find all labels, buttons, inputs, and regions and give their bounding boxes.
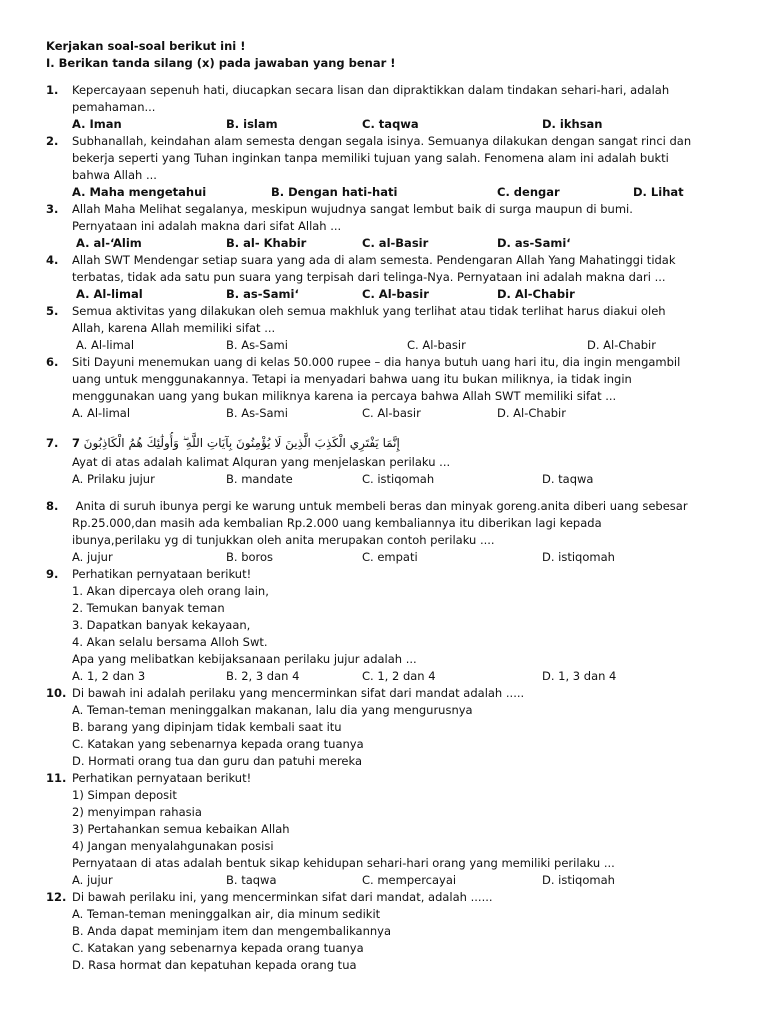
question-text: Perhatikan pernyataan berikut! <box>72 567 252 581</box>
question-number: 2. <box>46 134 59 148</box>
option-b[interactable]: B. Anda dapat meminjam item dan mengembalikannya <box>72 924 392 938</box>
option-c[interactable]: C. Al-basir <box>362 287 429 301</box>
option-b[interactable]: B. Dengan hati-hati <box>271 185 398 199</box>
option-c[interactable]: C. Katakan yang sebenarnya kepada orang tuanya <box>72 941 364 955</box>
question-text: Apa yang melibatkan kebijaksanaan perilaku jujur adalah ... <box>72 652 417 666</box>
question-text: Kepercayaan sepenuh hati, diucapkan secara lisan dan dipraktikkan dalam tindakan sehari-hari, adalah <box>72 83 670 97</box>
answer-options <box>72 337 726 354</box>
question-text: ibunya,perilaku yg di tunjukkan oleh anita merupakan contoh perilaku .... <box>72 533 495 547</box>
statement-item: 3) Pertahankan semua kebaikan Allah <box>72 822 290 836</box>
option-b[interactable]: B. As-Sami <box>226 406 288 420</box>
question-text: Di bawah perilaku ini, yang mencerminkan sifat dari mandat, adalah ...... <box>72 890 493 904</box>
question-text: bahwa Allah ... <box>72 168 157 182</box>
answer-options <box>72 116 726 133</box>
question-number: 7. <box>46 436 59 450</box>
option-a[interactable]: A. Prilaku jujur <box>72 472 155 486</box>
option-b[interactable]: B. taqwa <box>226 873 277 887</box>
question-text: Subhanallah, keindahan alam semesta dengan segala isinya. Semuanya dilakukan dengan sangat rinci dan <box>72 134 692 148</box>
option-d[interactable]: D. Hormati orang tua dan guru dan patuhi mereka <box>72 754 362 768</box>
option-c[interactable]: C. al-Basir <box>362 236 429 250</box>
option-d[interactable]: D. Lihat <box>633 185 684 199</box>
question-number: 4. <box>46 253 59 267</box>
statement-item: 1) Simpan deposit <box>72 788 177 802</box>
option-a[interactable]: A. jujur <box>72 550 113 564</box>
question-number: 8. <box>46 499 59 513</box>
option-c[interactable]: C. empati <box>362 550 418 564</box>
option-c[interactable]: C. istiqomah <box>362 472 435 486</box>
question-2 <box>46 133 726 201</box>
option-d[interactable]: D. ikhsan <box>542 117 603 131</box>
option-b[interactable]: B. As-Sami <box>226 338 288 352</box>
option-a[interactable]: A. Iman <box>72 117 122 131</box>
question-text: pemahaman... <box>72 100 156 114</box>
statement-item: 2. Temukan banyak teman <box>72 601 225 615</box>
question-text: Semua aktivitas yang dilakukan oleh semua makhluk yang terlihat atau tidak terlihat harus diakui oleh <box>72 304 666 318</box>
option-c[interactable]: C. Katakan yang sebenarnya kepada orang tuanya <box>72 737 364 751</box>
answer-options <box>72 471 726 488</box>
question-12 <box>46 889 726 974</box>
option-b[interactable]: B. islam <box>226 117 278 131</box>
question-text: Anita di suruh ibunya pergi ke warung untuk membeli beras dan minyak goreng.anita diberi uang sebesar <box>72 499 688 513</box>
question-number: 9. <box>46 567 59 581</box>
question-text: Perhatikan pernyataan berikut! <box>72 771 252 785</box>
question-3 <box>46 201 726 252</box>
option-a[interactable]: A. Al-limal <box>72 406 131 420</box>
option-b[interactable]: B. as-Sami‘ <box>226 287 299 301</box>
option-a[interactable]: A. Al-limal <box>76 287 143 301</box>
option-c[interactable]: C. 1, 2 dan 4 <box>362 669 436 683</box>
option-d[interactable]: D. Al-Chabir <box>497 406 566 420</box>
option-b[interactable]: B. mandate <box>226 472 293 486</box>
question-9 <box>46 566 726 685</box>
option-b[interactable]: B. al- Khabir <box>226 236 307 250</box>
option-b[interactable]: B. 2, 3 dan 4 <box>226 669 300 683</box>
statement-item: 3. Dapatkan banyak kekayaan, <box>72 618 251 632</box>
question-text: Pernyataan di atas adalah bentuk sikap kehidupan sehari-hari orang yang memiliki perilaku ... <box>72 856 615 870</box>
question-1 <box>46 82 726 133</box>
option-b[interactable]: B. boros <box>226 550 274 564</box>
question-text: terbatas, tidak ada satu pun suara yang terpisah dari telinga-Nya. Pernyataan ini adalah makna dari ... <box>72 270 666 284</box>
question-text: Ayat di atas adalah kalimat Alquran yang menjelaskan perilaku ... <box>72 455 451 469</box>
question-text: Pernyataan ini adalah makna dari sifat Allah ... <box>72 219 342 233</box>
answer-options <box>72 184 726 201</box>
quran-verse <box>72 432 412 454</box>
option-c[interactable]: C. Al-basir <box>407 338 466 352</box>
question-number: 6. <box>46 355 59 369</box>
option-c[interactable]: C. taqwa <box>362 117 419 131</box>
answer-options <box>72 549 726 566</box>
question-text: menggunakan uang yang bukan miliknya karena ia percaya bahwa Allah SWT memiliki sifat ... <box>72 389 617 403</box>
option-a[interactable]: A. Al-limal <box>76 338 135 352</box>
question-text: Rp.25.000,dan masih ada kembalian Rp.2.000 uang kembaliannya itu diberikan lagi kepada <box>72 516 602 530</box>
question-number: 11. <box>46 771 67 785</box>
option-d[interactable]: D. as-Sami‘ <box>497 236 571 250</box>
question-6 <box>46 354 726 422</box>
question-5 <box>46 303 726 354</box>
statement-item: 2) menyimpan rahasia <box>72 805 202 819</box>
question-number: 12. <box>46 890 67 904</box>
question-10 <box>46 685 726 770</box>
option-c[interactable]: C. mempercayai <box>362 873 457 887</box>
option-d[interactable]: D. istiqomah <box>542 550 615 564</box>
option-d[interactable]: D. Rasa hormat dan kepatuhan kepada orang tua <box>72 958 357 972</box>
option-a[interactable]: A. Maha mengetahui <box>72 185 207 199</box>
question-number: 5. <box>46 304 59 318</box>
statement-item: 4) Jangan menyalahgunakan posisi <box>72 839 274 853</box>
worksheet <box>46 38 726 974</box>
option-d[interactable]: D. taqwa <box>542 472 594 486</box>
option-d[interactable]: D. istiqomah <box>542 873 615 887</box>
option-a[interactable]: A. Teman-teman meninggalkan makanan, lalu dia yang mengurusnya <box>72 703 473 717</box>
option-a[interactable]: A. jujur <box>72 873 113 887</box>
option-a[interactable]: A. 1, 2 dan 3 <box>72 669 146 683</box>
option-a[interactable]: A. Teman-teman meninggalkan air, dia minum sedikit <box>72 907 381 921</box>
question-text: Allah SWT Mendengar setiap suara yang ada di alam semesta. Pendengaran Allah Yang Mahatinggi tidak <box>72 253 676 267</box>
question-4 <box>46 252 726 303</box>
answer-options <box>72 405 726 422</box>
question-text: uang untuk menggunakannya. Tetapi ia menyadari bahwa uang itu bukan miliknya, ia tidak ingin <box>72 372 632 386</box>
answer-options <box>72 668 726 685</box>
question-7 <box>46 432 726 488</box>
option-c[interactable]: C. Al-basir <box>362 406 421 420</box>
verse-text: إِنَّمَا يَفْتَرِي الْكَذِبَ الَّذِينَ لَا يُؤْمِنُونَ بِآيَاتِ اللَّهِ ۖ وَأُولَٰئِكَ هُمُ الْكَاذِبُونَ <box>83 436 400 450</box>
answer-options <box>72 872 726 889</box>
option-d[interactable]: D. Al-Chabir <box>497 287 575 301</box>
question-text: Allah Maha Melihat segalanya, meskipun wujudnya sangat lembut baik di surga maupun di bumi. <box>72 202 633 216</box>
option-d[interactable]: D. Al-Chabir <box>587 338 656 352</box>
statement-item: 4. Akan selalu bersama Alloh Swt. <box>72 635 268 649</box>
answer-options <box>72 286 726 303</box>
verse-number: 7 <box>72 436 81 450</box>
instruction-title: Kerjakan soal-soal berikut ini ! <box>46 39 246 53</box>
answer-options <box>72 235 726 252</box>
question-text: Siti Dayuni menemukan uang di kelas 50.000 rupee – dia hanya butuh uang hari itu, dia ingin mengambil <box>72 355 681 369</box>
instruction-subtitle: I. Berikan tanda silang (x) pada jawaban yang benar ! <box>46 56 396 70</box>
question-11 <box>46 770 726 889</box>
question-text: Allah, karena Allah memiliki sifat ... <box>72 321 276 335</box>
question-text: bekerja seperti yang Tuhan inginkan tanpa memiliki tujuan yang salah. Fenomena alam ini adalah bukti <box>72 151 669 165</box>
option-d[interactable]: D. 1, 3 dan 4 <box>542 669 617 683</box>
question-number: 3. <box>46 202 59 216</box>
option-a[interactable]: A. al-‘Alim <box>76 236 142 250</box>
question-8 <box>46 498 726 566</box>
question-text: Di bawah ini adalah perilaku yang mencerminkan sifat dari mandat adalah ..... <box>72 686 525 700</box>
statement-item: 1. Akan dipercaya oleh orang lain, <box>72 584 269 598</box>
option-b[interactable]: B. barang yang dipinjam tidak kembali saat itu <box>72 720 342 734</box>
question-number: 1. <box>46 83 59 97</box>
option-c[interactable]: C. dengar <box>497 185 560 199</box>
question-number: 10. <box>46 686 67 700</box>
